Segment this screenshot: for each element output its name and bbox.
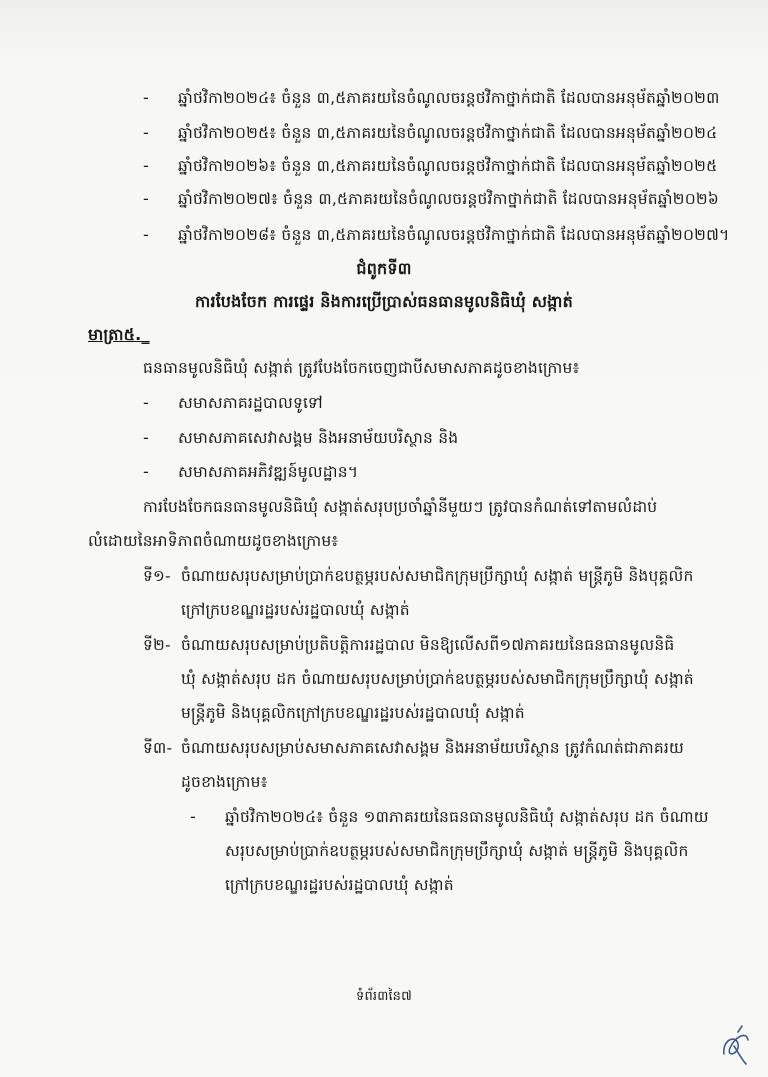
priority-label: ទី១- <box>143 567 171 585</box>
bullet-dash: - <box>143 88 149 107</box>
paragraph-line: ការបែងចែកធនធានមូលនិធិឃុំ សង្កាត់សរុបប្រចាំឆ្នាំនីមួយៗ ត្រូវបានកំណត់ទៅតាមលំដាប់ <box>143 498 658 516</box>
priority-text-line: ចំណាយសរុបសម្រាប់សមាសភាគសេវាសង្គម និងអនាម័យបរិស្ថាន ត្រូវកំណត់ជាភាគរយ <box>181 739 684 757</box>
bullet-dash: - <box>190 807 196 826</box>
budget-year-bullet: ឆ្នាំថវិកា២០២៥៖ ចំនួន ៣,៥ភាគរយនៃចំណូលចរន្តថវិកាថ្នាក់ជាតិ ដែលបានអនុម័តឆ្នាំ២០២៤ <box>178 124 718 142</box>
bullet-dash: - <box>143 393 149 412</box>
article-label: មាត្រា៥._ <box>88 325 150 344</box>
budget-year-bullet: ឆ្នាំថវិកា២០២៤៖ ចំនួន ៣,៥ភាគរយនៃចំណូលចរន្តថវិកាថ្នាក់ជាតិ ដែលបានអនុម័តឆ្នាំ២០២៣ <box>178 89 720 107</box>
signature-initials <box>716 1010 756 1070</box>
sub-bullet-line: ឆ្នាំថវិកា២០២៤៖ ចំនួន ១៣ភាគរយនៃធនធានមូលនិធិឃុំ សង្កាត់សរុប ដក ចំណាយ <box>225 808 709 826</box>
bullet-dash: - <box>143 462 149 481</box>
priority-text-line: ចំណាយសរុបសម្រាប់ប្រតិបត្តិការរដ្ឋបាល មិនឱ្យលើសពី១៧ភាគរយនៃធនធានមូលនិធិ <box>181 636 675 654</box>
priority-text-line: ឃុំ សង្កាត់សរុប ដក ចំណាយសរុបសម្រាប់ប្រាក់ឧបត្ថម្ភរបស់សមាជិកក្រុមប្រឹក្សាឃុំ សង្កាត់ <box>181 670 694 688</box>
bullet-dash: - <box>143 123 149 142</box>
article-intro: ធនធានមូលនិធិឃុំ សង្កាត់ ត្រូវបែងចែកចេញជាបីសមាសភាគដូចខាងក្រោម៖ <box>143 359 580 377</box>
budget-year-bullet: ឆ្នាំថវិកា២០២៦៖ ចំនួន ៣,៥ភាគរយនៃចំណូលចរន្តថវិកាថ្នាក់ជាតិ ដែលបានអនុម័តឆ្នាំ២០២៥ <box>178 157 718 175</box>
priority-text-line: ចំណាយសរុបសម្រាប់ប្រាក់ឧបត្ថម្ភរបស់សមាជិកក្រុមប្រឹក្សាឃុំ សង្កាត់ មន្ត្រីភូមិ និងបុគ្គលិក <box>181 567 694 585</box>
priority-label: ទី២- <box>143 636 171 654</box>
bullet-dash: - <box>143 156 149 175</box>
sub-bullet-line: ក្រៅក្របខណ្ឌរដ្ឋរបស់រដ្ឋបាលឃុំ សង្កាត់ <box>225 876 454 894</box>
priority-text-line: មន្ត្រីភូមិ និងបុគ្គលិកក្រៅក្របខណ្ឌរដ្ឋរបស់រដ្ឋបាលឃុំ សង្កាត់ <box>181 704 525 722</box>
component-item: សមាសភាគសេវាសង្គម និងអនាម័យបរិស្ថាន និង <box>178 429 459 447</box>
priority-text-line: ដូចខាងក្រោម៖ <box>181 773 268 791</box>
bullet-dash: - <box>143 225 149 244</box>
priority-label: ទី៣- <box>143 739 173 757</box>
page-number: ទំព័រ៣នៃ៧ <box>356 989 412 1004</box>
chapter-heading: ជំពូកទី៣ <box>356 259 412 278</box>
bullet-dash: - <box>143 189 149 208</box>
budget-year-bullet: ឆ្នាំថវិកា២០២៨៖ ចំនួន ៣,៥ភាគរយនៃចំណូលចរន្តថវិកាថ្នាក់ជាតិ ដែលបានអនុម័តឆ្នាំ២០២៧។ <box>178 226 730 244</box>
budget-year-bullet: ឆ្នាំថវិកា២០២៧៖ ចំនួន ៣,៥ភាគរយនៃចំណូលចរន្តថវិកាថ្នាក់ជាតិ ដែលបានអនុម័តឆ្នាំ២០២៦ <box>178 190 719 208</box>
component-item: សមាសភាគអភិវឌ្ឍន៍មូលដ្ឋាន។ <box>178 463 359 481</box>
component-item: សមាសភាគរដ្ឋបាលទូទៅ <box>178 394 323 412</box>
chapter-title: ការបែងចែក ការផ្ទេរ និងការប្រើប្រាស់ធនធានមូលនិធិឃុំ សង្កាត់ <box>195 292 573 311</box>
priority-text-line: ក្រៅក្របខណ្ឌរដ្ឋរបស់រដ្ឋបាលឃុំ សង្កាត់ <box>181 601 410 619</box>
paragraph-line: លំដោយនៃអាទិភាពចំណាយដូចខាងក្រោម៖ <box>88 532 339 550</box>
sub-bullet-line: សរុបសម្រាប់ប្រាក់ឧបត្ថម្ភរបស់សមាជិកក្រុមប្រឹក្សាឃុំ សង្កាត់ មន្ត្រីភូមិ និងបុគ្គលិក <box>225 842 689 860</box>
bullet-dash: - <box>143 428 149 447</box>
